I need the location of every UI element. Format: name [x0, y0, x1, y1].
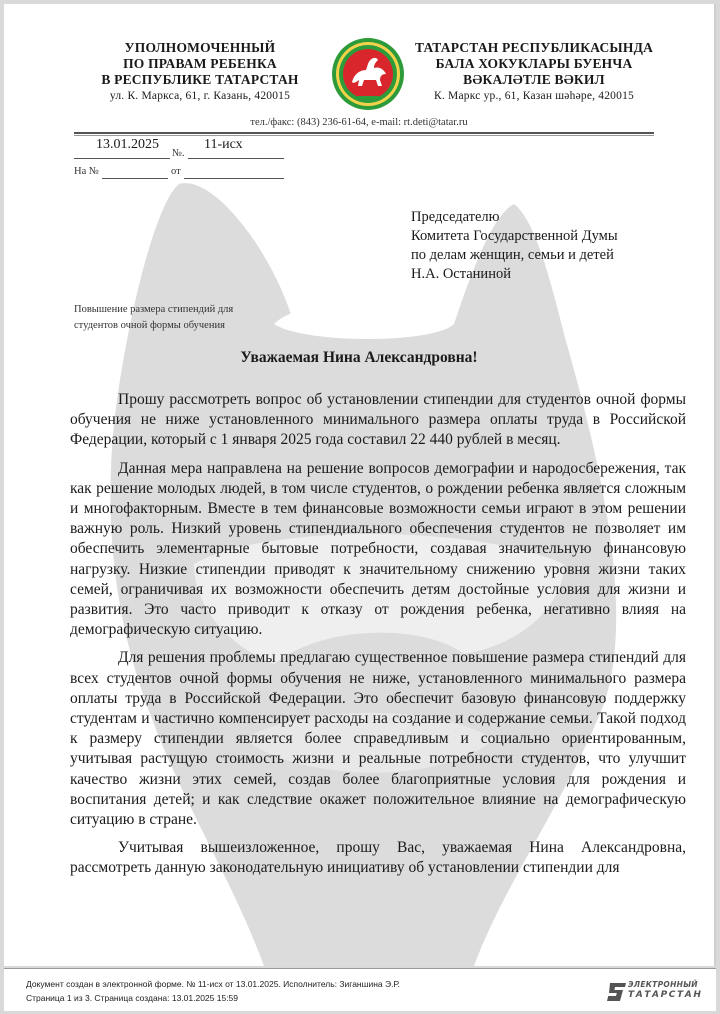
body-paragraph: Прошу рассмотреть вопрос об установлении стипендии для студентов очной формы обучения не ниже установленного минимального размера оплаты труда в Российской Федерации, который с 1 января 2025 года составил 22 440 рублей в месяц. — [70, 391, 686, 449]
subject-line-2: студентов очной формы обучения — [74, 320, 225, 331]
footer-document-info: Документ создан в электронной форме. № 11-исх от 13.01.2025. Исполнитель: Зиганшина Э.Р. — [26, 979, 400, 989]
logo-text-line-1: ЭЛЕКТРОННЫЙ — [628, 980, 698, 989]
from-underline — [184, 178, 284, 179]
date-underline — [74, 158, 170, 159]
addressee-line-4: Н.А. Останиной — [411, 266, 511, 282]
addressee-block — [411, 208, 618, 284]
registration-number: 11-исх — [204, 137, 243, 152]
org-address-tt: К. Маркс ур., 61, Казан шәһәре, 420015 — [434, 90, 634, 102]
org-name-tt-line-3: ВӘКАЛӘТЛЕ ВӘКИЛ — [463, 72, 605, 87]
subject-line-1: Повышение размера стипендий для — [74, 304, 234, 315]
letterhead-russian — [80, 40, 320, 104]
body-paragraph: Данная мера направлена на решение вопросов демографии и народосбережения, так как решение молодых людей, в том числе студентов, о рождении ребенка является сложным и многофакторным. Вместе в тем финансовые возможности семьи играют в этом решении важную роль. Низкий уровень стипендиального обеспечения студентов не позволяет им обеспечить элементарные бытовые потребности, создавая значительную финансовую нагрузку. Низкие стипендии приводят к значительному снижению уровня жизни таких семей, ограничивая их возможности обеспечить детям достойные условия для жизни и развития. Это часто приводит к отказу от рождения ребенка, негативно влияя на демографическую ситуацию. — [70, 459, 686, 639]
org-name-tt-line-1: ТАТАРСТАН РЕСПУБЛИКАСЫНДА — [414, 40, 654, 55]
registration-date: 13.01.2025 — [96, 137, 159, 152]
logo-text-line-2: ТАТАРСТАН — [628, 990, 703, 1000]
org-address: ул. К. Маркса, 61, г. Казань, 420015 — [109, 90, 291, 102]
org-name-line-1: УПОЛНОМОЧЕННЫЙ — [124, 40, 276, 55]
reply-to-label: На № — [74, 166, 99, 177]
letter-content — [4, 4, 714, 966]
org-name-line-2: ПО ПРАВАМ РЕБЕНКА — [123, 56, 277, 71]
reply-to-underline — [102, 178, 168, 179]
electronic-tatarstan-logo-icon — [606, 981, 628, 1003]
document-page — [4, 4, 716, 966]
contact-info: тел./факс: (843) 236-61-64, e-mail: rt.deti@tatar.ru — [250, 117, 468, 128]
addressee-line-3: по делам женщин, семьи и детей — [411, 247, 614, 263]
tatarstan-coat-of-arms-icon — [330, 36, 406, 112]
electronic-tatarstan-logo — [606, 978, 706, 1004]
letter-subject — [74, 302, 233, 334]
letterhead-tatar — [404, 40, 664, 104]
document-footer — [4, 968, 716, 1011]
org-name-tt-line-2: БАЛА ХОКУКЛАРЫ БУЕНЧА — [435, 56, 633, 71]
header-divider — [74, 132, 654, 134]
number-label: №. — [172, 148, 185, 159]
header-divider-thin — [74, 135, 654, 136]
letter-body — [70, 390, 686, 887]
org-name-line-3: В РЕСПУБЛИКЕ ТАТАРСТАН — [101, 72, 299, 87]
salutation: Уважаемая Нина Александровна! — [240, 349, 478, 366]
footer-page-info: Страница 1 из 3. Страница создана: 13.01.2025 15:59 — [26, 993, 239, 1003]
addressee-line-2: Комитета Государственной Думы — [411, 228, 618, 244]
body-paragraph: Учитывая вышеизложенное, прошу Вас, уважаемая Нина Александровна, рассмотреть данную законодательную инициативу об установлении стипендии для — [70, 839, 686, 877]
addressee-line-1: Председателю — [411, 209, 500, 225]
body-paragraph: Для решения проблемы предлагаю существенное повышение размера стипендий для всех студентов очной формы обучения не ниже, установленного минимального размера оплаты труда в Российской Федерации. Это обеспечит базовую финансовую поддержку студентам и частично компенсирует расходы на создание и содержание семьи. Такой подход к размеру стипендии является более справедливым и социально ориентированным, учитывая растущую стоимость жизни и реальные потребности студентов, что улучшит качество жизни этих семей, создав более благоприятные условия для рождения и воспитания детей; и как следствие окажет положительное влияние на демографическую ситуацию в стране. — [70, 649, 686, 829]
number-underline — [188, 158, 284, 159]
from-label: от — [171, 166, 181, 177]
